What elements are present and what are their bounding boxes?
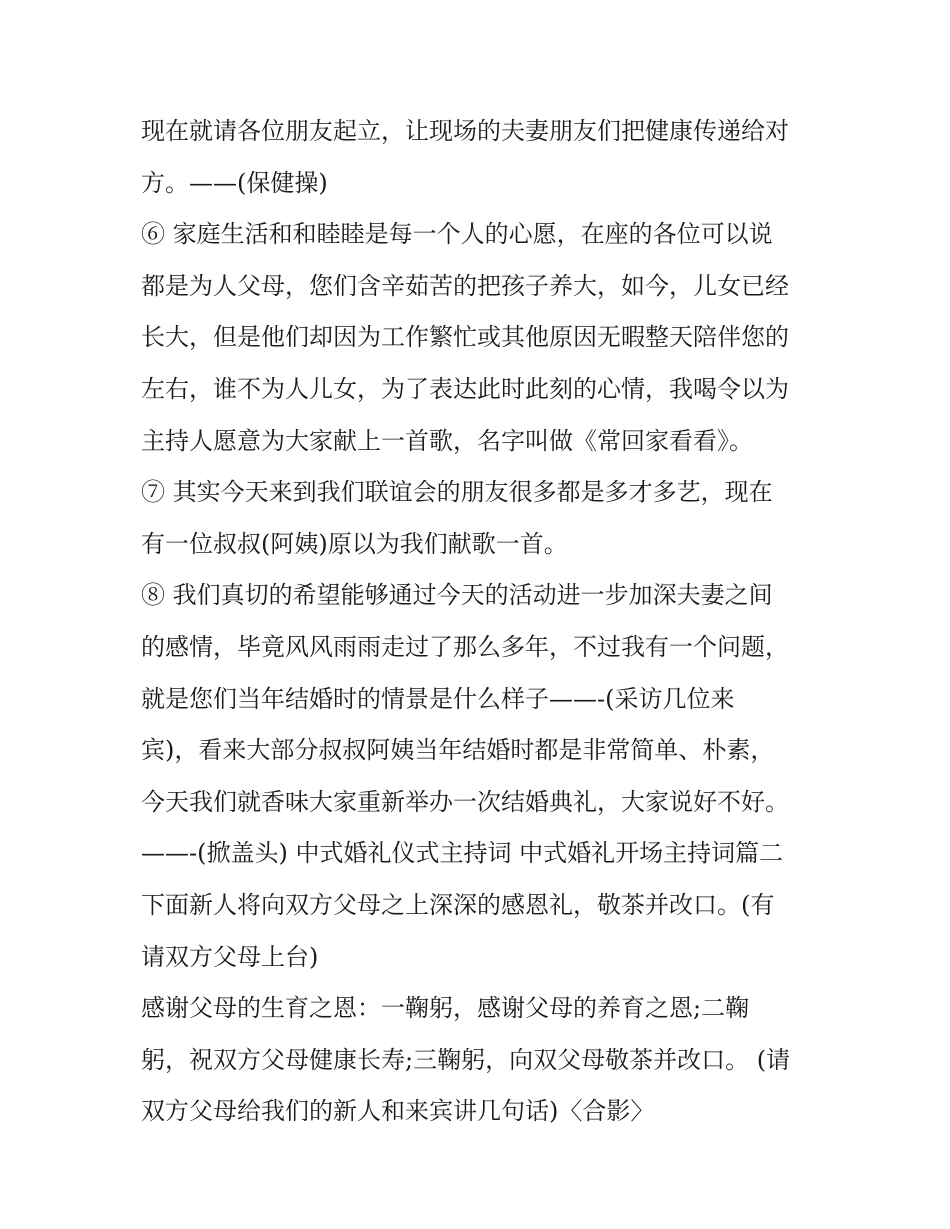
- text-line: 躬，祝双方父母健康长寿;三鞠躬，向双父母敬茶并改口。 (请: [141, 1045, 791, 1074]
- text-line: 有一位叔叔(阿姨)原以为我们献歌一首。: [141, 529, 568, 558]
- text-line: 下面新人将向双方父母之上深深的感恩礼，敬茶并改口。(有: [141, 890, 775, 919]
- text-line: 方。——(保健操): [141, 168, 328, 197]
- text-line: 双方父母给我们的新人和来宾讲几句话)〈合影〉: [141, 1097, 655, 1126]
- body-text: [141, 106, 821, 1138]
- text-line: 左右，谁不为人儿女，为了表达此时此刻的心情，我喝令以为: [141, 374, 789, 403]
- text-line: 的感情，毕竟风风雨雨走过了那么多年，不过我有一个问题，: [141, 632, 789, 661]
- text-line: ——-(掀盖头) 中式婚礼仪式主持词 中式婚礼开场主持词篇二: [141, 839, 784, 868]
- text-line: 感谢父母的生育之恩：一鞠躬，感谢父母的养育之恩;二鞠: [141, 994, 750, 1023]
- text-line: 请双方父母上台): [141, 942, 319, 971]
- text-line: 今天我们就香味大家重新举办一次结婚典礼，大家说好不好。: [141, 787, 789, 816]
- text-line: ⑧ 我们真切的希望能够通过今天的活动进一步加深夫妻之间: [141, 581, 773, 610]
- text-line: 现在就请各位朋友起立，让现场的夫妻朋友们把健康传递给对: [141, 117, 789, 145]
- text-line: 就是您们当年结婚时的情景是什么样子——-(采访几位来: [141, 684, 735, 713]
- text-line: ⑦ 其实今天来到我们联谊会的朋友很多都是多才多艺，现在: [141, 478, 773, 507]
- text-line: 都是为人父母，您们含辛茹苦的把孩子养大，如今，儿女已经: [141, 271, 789, 300]
- text-line: 宾)，看来大部分叔叔阿姨当年结婚时都是非常简单、朴素，: [141, 736, 775, 765]
- text-line: ⑥ 家庭生活和和睦睦是每一个人的心愿，在座的各位可以说: [141, 220, 773, 249]
- text-line: 长大，但是他们却因为工作繁忙或其他原因无暇整天陪伴您的: [141, 323, 789, 352]
- text-line: 主持人愿意为大家献上一首歌，名字叫做《常回家看看》。: [141, 426, 753, 455]
